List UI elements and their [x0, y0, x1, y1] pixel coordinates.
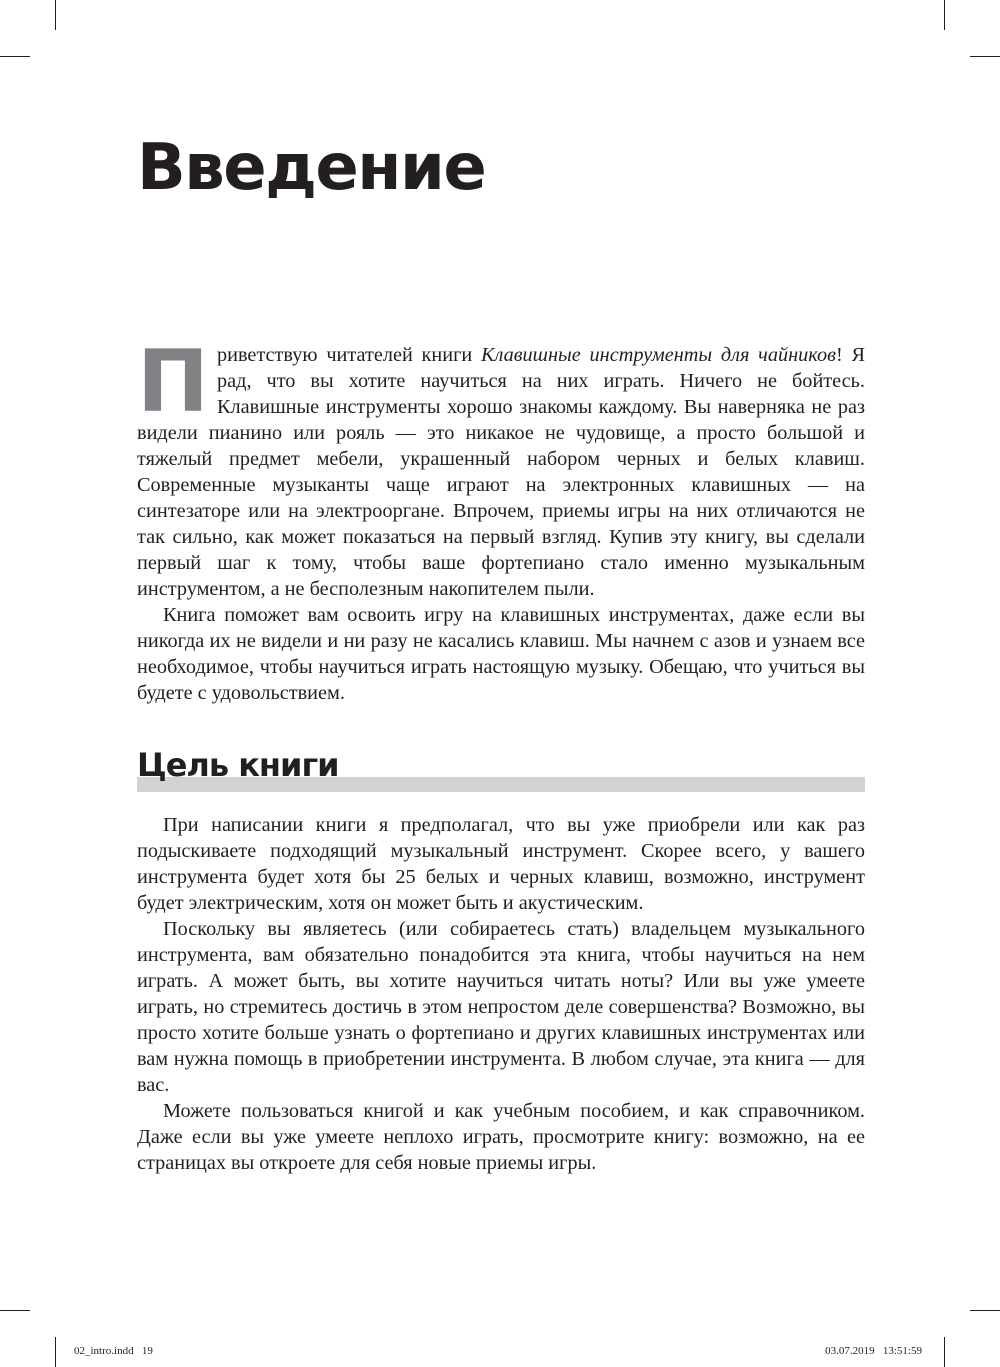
section-heading-title: Цель книги [137, 746, 339, 784]
crop-mark-bottom-right-vertical [944, 1337, 945, 1367]
crop-mark-bottom-left-vertical [55, 1337, 56, 1367]
intro-rest: ! Я рад, что вы хотите научиться на них играть. Ничего не бойтесь. Клавишные инструменты хорошо знакомы каждому. Вы наверняка не раз видели пианино или рояль — это никакое не чудовище, а просто большой и тяжелый предмет мебели, украшенный набором черных и белых клавиш. Современные музыканты чаще играют на электронных клавишных — на синтезаторе или на электрооргане. Впрочем, приемы игры на них отличаются не так сильно, как может показаться на первый взгляд. Купив эту книгу, вы сделали первый шаг к тому, чтобы ваше фортепиано стало именно музыкальным инструментом, а не бесполезным накопителем пыли. [137, 344, 865, 600]
section-paragraph-3: Можете пользоваться книгой и как учебным пособием, и как справочником. Даже если вы уже умеете неплохо играть, просмотрите книгу: возможно, на ее страницах вы откроете для себя новые приемы игры. [137, 1100, 865, 1174]
page-title: Введение [137, 131, 486, 205]
crop-mark-top-left-vertical [55, 0, 56, 30]
slug-timestamp: 03.07.2019 13:51:59 [825, 1345, 922, 1357]
intro-paragraph-1 [137, 332, 865, 602]
drop-cap: П [137, 332, 209, 432]
crop-mark-top-right-vertical [944, 0, 945, 30]
intro-lead: риветствую читателей книги [216, 344, 482, 366]
section-text [137, 812, 865, 1176]
crop-mark-top-right-horizontal [970, 56, 1000, 57]
crop-mark-top-left-horizontal [0, 56, 30, 57]
book-title: Клавишные инструменты для чайников [481, 344, 836, 366]
section-heading [137, 744, 865, 794]
section-paragraph-1: При написании книги я предполагал, что вы уже приобрели или как раз подыскиваете подходящий музыкальный инструмент. Скорее всего, у вашего инструмента будет хотя бы 25 белых и черных клавиш, возможно, инструмент будет электрическим, хотя он может быть и акустическим. [137, 814, 865, 914]
intro-paragraph-2: Книга поможет вам освоить игру на клавишных инструментах, даже если вы никогда их не видели и ни разу не касались клавиш. Мы начнем с азов и узнаем все необходимое, чтобы научиться играть настоящую музыку. Обещаю, что учиться вы будете с удовольствием. [137, 604, 865, 704]
crop-mark-bottom-right-horizontal [970, 1310, 1000, 1311]
crop-mark-bottom-left-horizontal [0, 1310, 30, 1311]
slug-file: 02_intro.indd 19 [74, 1345, 153, 1357]
section-paragraph-2: Поскольку вы являетесь (или собираетесь стать) владельцем музыкального инструмента, вам обязательно понадобится эта книга, чтобы научиться на нем играть. А может быть, вы хотите научиться читать ноты? Или вы уже умеете играть, но стремитесь достичь в этом непростом деле совершенства? Возможно, вы просто хотите больше узнать о фортепиано и других клавишных инструментах или вам нужна помощь в приобретении инструмента. В любом случае, эта книга — для вас. [137, 918, 865, 1096]
intro-text [137, 332, 865, 706]
